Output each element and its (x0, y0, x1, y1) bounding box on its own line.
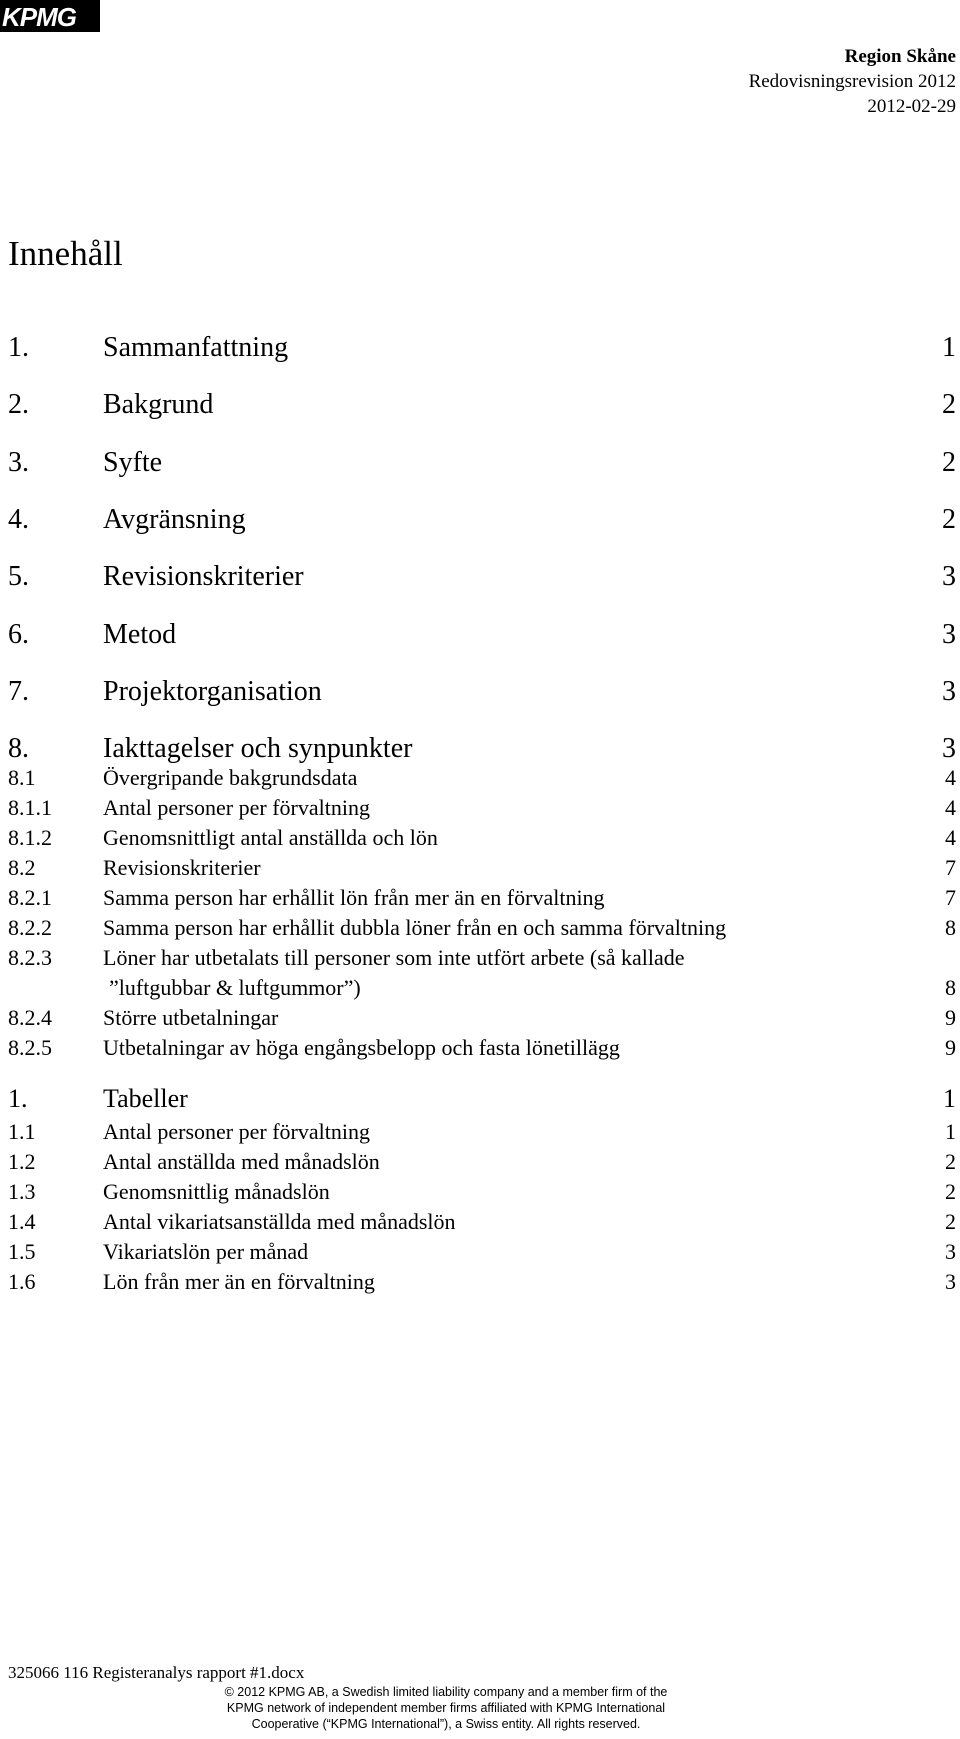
toc-item-title: Genomsnittlig månadslön (103, 1179, 330, 1204)
toc-item-page: 4 (945, 765, 956, 790)
toc-item-title: Vikariatslön per månad (103, 1239, 309, 1264)
toc-item-page: 2 (942, 504, 956, 535)
kpmg-logo: KPMG (0, 0, 100, 32)
header-date: 2012-02-29 (867, 96, 956, 117)
toc-item-title: Bakgrund (103, 389, 214, 420)
toc-item-title: Metod (103, 619, 177, 650)
toc-item-number: 8.1.1 (8, 795, 52, 820)
toc-item-page: 4 (945, 825, 956, 850)
toc-item[interactable] (8, 446, 956, 480)
toc-item-page: 1 (945, 1119, 956, 1144)
toc-item-title: Samma person har erhållit dubbla löner från en och samma förvaltning (103, 915, 727, 940)
toc-item[interactable] (8, 331, 956, 365)
toc-table-item[interactable] (8, 1118, 956, 1146)
toc-item-number: 8.2.4 (8, 1005, 52, 1030)
toc-table-item[interactable] (8, 1268, 956, 1296)
toc-item-title: Större utbetalningar (103, 1005, 279, 1030)
toc-subitem[interactable] (8, 824, 956, 852)
toc-item-number: 6. (8, 619, 29, 650)
document-header (749, 44, 956, 119)
toc-item-page: 3 (945, 1269, 956, 1294)
toc-item-number: 1.1 (8, 1119, 36, 1144)
toc-item-title: Löner har utbetalats till personer som inte utfört arbete (så kallade (103, 945, 685, 970)
toc-table-item[interactable] (8, 1178, 956, 1206)
toc-item-title: Revisionskriterier (103, 561, 304, 592)
toc-item-number: 8.2.3 (8, 945, 52, 970)
toc-subitem[interactable] (8, 914, 956, 942)
toc-item-page: 2 (945, 1209, 956, 1234)
toc-subitem[interactable] (8, 854, 956, 882)
toc-item-title: Projektorganisation (103, 676, 322, 707)
toc-item-title: Övergripande bakgrundsdata (103, 765, 358, 790)
toc-item-page: 1 (943, 1084, 956, 1113)
toc-item-number: 1. (8, 1084, 28, 1113)
toc-item-title: Antal anställda med månadslön (103, 1149, 380, 1174)
toc-item-number: 8.1 (8, 765, 36, 790)
toc-item-title: Antal personer per förvaltning (103, 1119, 370, 1144)
toc-item-number: 1. (8, 332, 29, 363)
toc-item-page: 8 (945, 915, 956, 940)
toc-item[interactable] (8, 388, 956, 422)
toc-item-page: 2 (942, 447, 956, 478)
toc-item-number: 4. (8, 504, 29, 535)
toc-item-title: Samma person har erhållit lön från mer än en förvaltning (103, 885, 605, 910)
toc-subitem[interactable] (8, 794, 956, 822)
toc-item-page: 3 (942, 733, 956, 764)
toc-item-number: 8.2.5 (8, 1035, 52, 1060)
toc-item-title: Tabeller (103, 1084, 188, 1113)
toc-item-title: Antal personer per förvaltning (103, 795, 370, 820)
toc-subitem[interactable] (8, 944, 956, 972)
toc-item-number: 8.2.1 (8, 885, 52, 910)
toc-item-page: 3 (942, 676, 956, 707)
toc-item-number: 1.2 (8, 1149, 36, 1174)
header-report-type: Redovisningsrevision 2012 (748, 71, 956, 92)
toc-item-title: Syfte (103, 447, 163, 478)
toc-item-number: 5. (8, 561, 29, 592)
toc-item-title-continuation: ”luftgubbar & luftgummor”) (109, 975, 361, 1000)
toc-item-title: Avgränsning (103, 504, 246, 535)
toc-table-item[interactable] (8, 1148, 956, 1176)
toc-item-title: Iakttagelser och synpunkter (103, 733, 413, 764)
copyright-notice: © 2012 KPMG AB, a Swedish limited liability company and a member firm of the KPMG network of independent member firms affiliated with KPMG International Cooperative (“KPMG International”), a Swiss entity. All rights reserved. (224, 1685, 668, 1731)
toc-item-number: 3. (8, 447, 29, 478)
toc-item-title: Utbetalningar av höga engångsbelopp och fasta lönetillägg (103, 1035, 620, 1060)
toc-tables-heading[interactable] (8, 1083, 956, 1115)
toc-item-page: 3 (942, 619, 956, 650)
toc-item-page: 2 (945, 1149, 956, 1174)
toc-item-title: Lön från mer än en förvaltning (103, 1269, 375, 1294)
toc-item-number: 8.2.2 (8, 915, 52, 940)
toc-item-page: 3 (942, 561, 956, 592)
toc-item-page: 9 (945, 1035, 956, 1060)
toc-item-number: 8.1.2 (8, 825, 52, 850)
toc-item[interactable] (8, 732, 956, 766)
toc-item-page: 4 (945, 795, 956, 820)
toc-item-title: Revisionskriterier (103, 855, 261, 880)
toc-item-number: 8. (8, 733, 29, 764)
toc-item[interactable] (8, 503, 956, 537)
toc-item-title: Sammanfattning (103, 332, 289, 363)
toc-subitem[interactable] (8, 1034, 956, 1062)
toc-item-title: Genomsnittligt antal anställda och lön (103, 825, 438, 850)
toc-item-page: 8 (945, 975, 956, 1000)
toc-heading: Innehåll (8, 234, 123, 273)
toc-item-number: 1.3 (8, 1179, 36, 1204)
toc-item-number: 7. (8, 676, 29, 707)
document-code: 325066 116 Registeranalys rapport #1.docx (8, 1663, 305, 1682)
toc-table-item[interactable] (8, 1238, 956, 1266)
toc-item-page: 2 (942, 389, 956, 420)
toc-item-page: 3 (945, 1239, 956, 1264)
toc-item-page: 7 (945, 885, 956, 910)
toc-item-number: 8.2 (8, 855, 36, 880)
toc-item-number: 1.6 (8, 1269, 36, 1294)
toc-item-page: 2 (945, 1179, 956, 1204)
toc-table-item[interactable] (8, 1208, 956, 1236)
toc-subitem[interactable] (8, 1004, 956, 1032)
toc-item[interactable] (8, 618, 956, 652)
toc-subitem[interactable] (8, 884, 956, 912)
toc-item-title: Antal vikariatsanställda med månadslön (103, 1209, 456, 1234)
toc-item-page: 9 (945, 1005, 956, 1030)
toc-item[interactable] (8, 560, 956, 594)
toc-subitem[interactable] (8, 764, 956, 792)
toc-item-page: 1 (942, 332, 956, 363)
header-organization: Region Skåne (844, 46, 956, 67)
toc-item[interactable] (8, 675, 956, 709)
toc-subitem-continuation[interactable] (8, 974, 956, 1002)
toc-item-number: 2. (8, 389, 29, 420)
toc-item-number: 1.5 (8, 1239, 36, 1264)
toc-item-page: 7 (945, 855, 956, 880)
toc-item-number: 1.4 (8, 1209, 36, 1234)
